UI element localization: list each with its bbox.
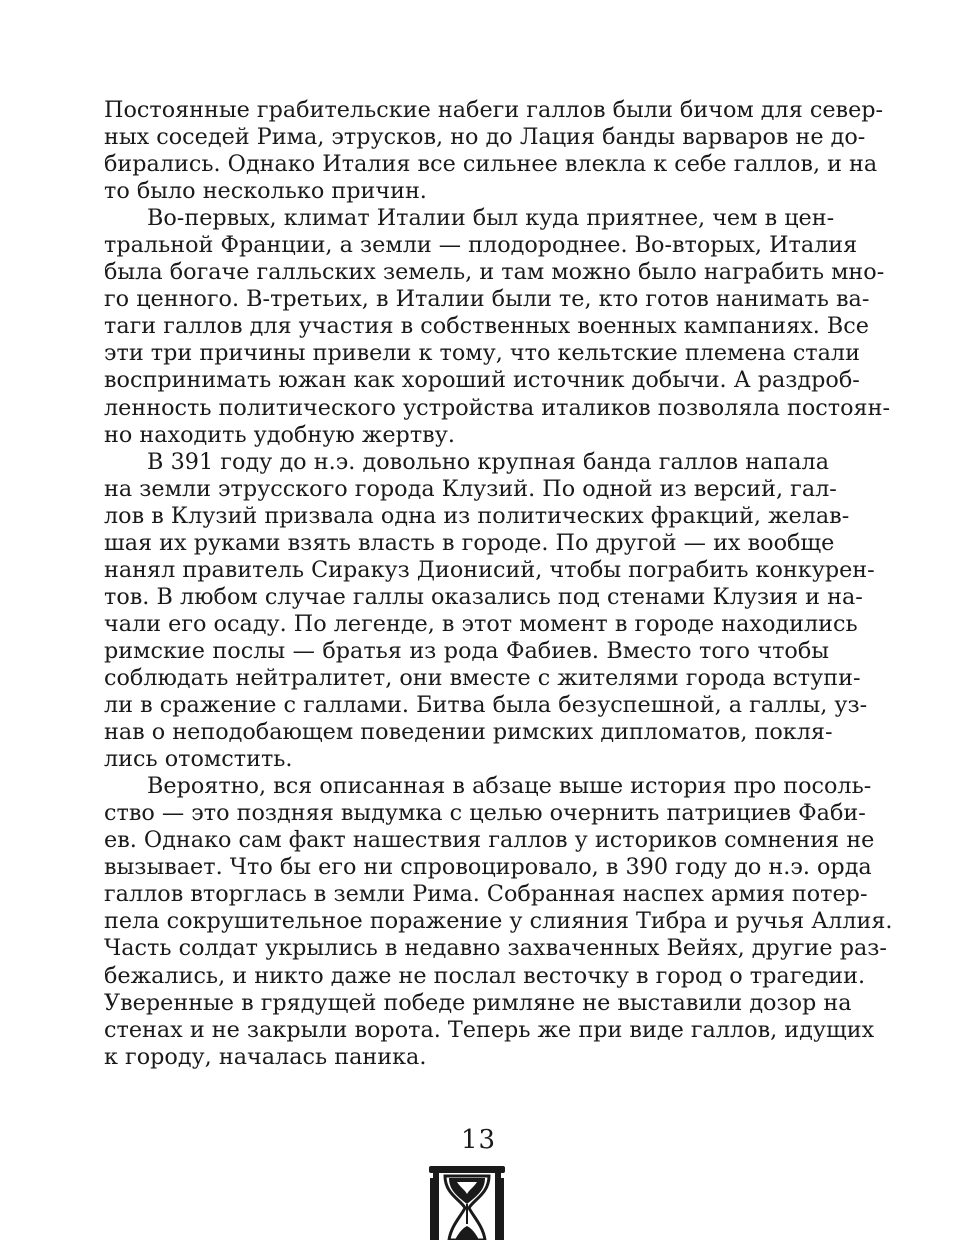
text-line: соблюдать нейтралитет, они вместе с жителями города вступи- [104, 664, 861, 691]
text-line: к городу, началась паника. [104, 1043, 427, 1070]
text-line: В 391 году до н.э. довольно крупная банда галлов напала [147, 448, 829, 475]
text-line: Часть солдат укрылись в недавно захваченных Вейях, другие раз- [104, 935, 887, 962]
text-line: лись отомстить. [104, 746, 293, 773]
text-line: ли в сражение с галлами. Битва была безуспешной, а галлы, уз- [104, 692, 868, 719]
text-line: нав о неподобающем поведении римских дипломатов, покля- [104, 719, 833, 746]
text-line: тов. В любом случае галлы оказались под стенами Клузия и на- [104, 583, 863, 610]
text-line: Уверенные в грядущей победе римляне не выставили дозор на [104, 989, 852, 1016]
text-line: шая их руками взять власть в городе. По другой — их вообще [104, 529, 835, 556]
text-line: таги галлов для участия в собственных военных кампаниях. Все [104, 313, 869, 340]
text-line: вызывает. Что бы его ни спровоцировало, в 390 году до н.э. орда [104, 854, 872, 881]
paragraph [104, 97, 884, 205]
text-line: то было несколько причин. [104, 178, 427, 205]
text-line: на земли этрусского города Клузий. По одной из версий, гал- [104, 475, 837, 502]
text-line: римские послы — братья из рода Фабиев. Вместо того чтобы [104, 637, 829, 664]
text-line: бирались. Однако Италия все сильнее влекла к себе галлов, и на [104, 151, 878, 178]
text-line: эти три причины привели к тому, что кельтские племена стали [104, 340, 860, 367]
page-number: 13 [460, 1125, 497, 1155]
text-line: Во-первых, климат Италии был куда приятнее, чем в цен- [147, 205, 835, 232]
hourglass-ornament-icon [427, 1164, 507, 1240]
text-line: бежались, и никто даже не послал весточку в город о трагедии. [104, 962, 866, 989]
text-line: ство — это поздняя выдумка с целью очернить патрициев Фаби- [104, 800, 866, 827]
text-line: ленность политического устройства италиков позволяла постоян- [104, 394, 890, 421]
text-line: но находить удобную жертву. [104, 421, 455, 448]
text-line: стенах и не закрыли ворота. Теперь же при виде галлов, идущих [104, 1016, 875, 1043]
text-line: Вероятно, вся описанная в абзаце выше история про посоль- [147, 773, 872, 800]
text-line: нанял правитель Сиракуз Дионисий, чтобы пограбить конкурен- [104, 556, 875, 583]
paragraph [104, 773, 893, 1071]
text-line: ных соседей Рима, этрусков, но до Лация банды варваров не до- [104, 124, 866, 151]
text-line: галлов вторглась в земли Рима. Собранная наспех армия потер- [104, 881, 868, 908]
text-line: тральной Франции, а земли — плодороднее. Во-вторых, Италия [104, 232, 858, 259]
text-line: пела сокрушительное поражение у слияния Тибра и ручья Аллия. [104, 908, 893, 935]
text-line: была богаче галльских земель, и там можно было награбить мно- [104, 259, 885, 286]
body-text [104, 97, 893, 1071]
text-line: ев. Однако сам факт нашествия галлов у историков сомнения не [104, 827, 875, 854]
text-line: Постоянные грабительские набеги галлов были бичом для север- [104, 97, 884, 123]
text-line: чали его осаду. По легенде, в этот момент в городе находились [104, 610, 858, 637]
paragraph [104, 205, 890, 448]
text-line: го ценного. В-третьих, в Италии были те, кто готов нанимать ва- [104, 286, 870, 313]
text-line: лов в Клузий призвала одна из политических фракций, желав- [104, 502, 850, 529]
paragraph [104, 448, 875, 774]
text-line: воспринимать южан как хороший источник добычи. А раздроб- [104, 367, 860, 394]
